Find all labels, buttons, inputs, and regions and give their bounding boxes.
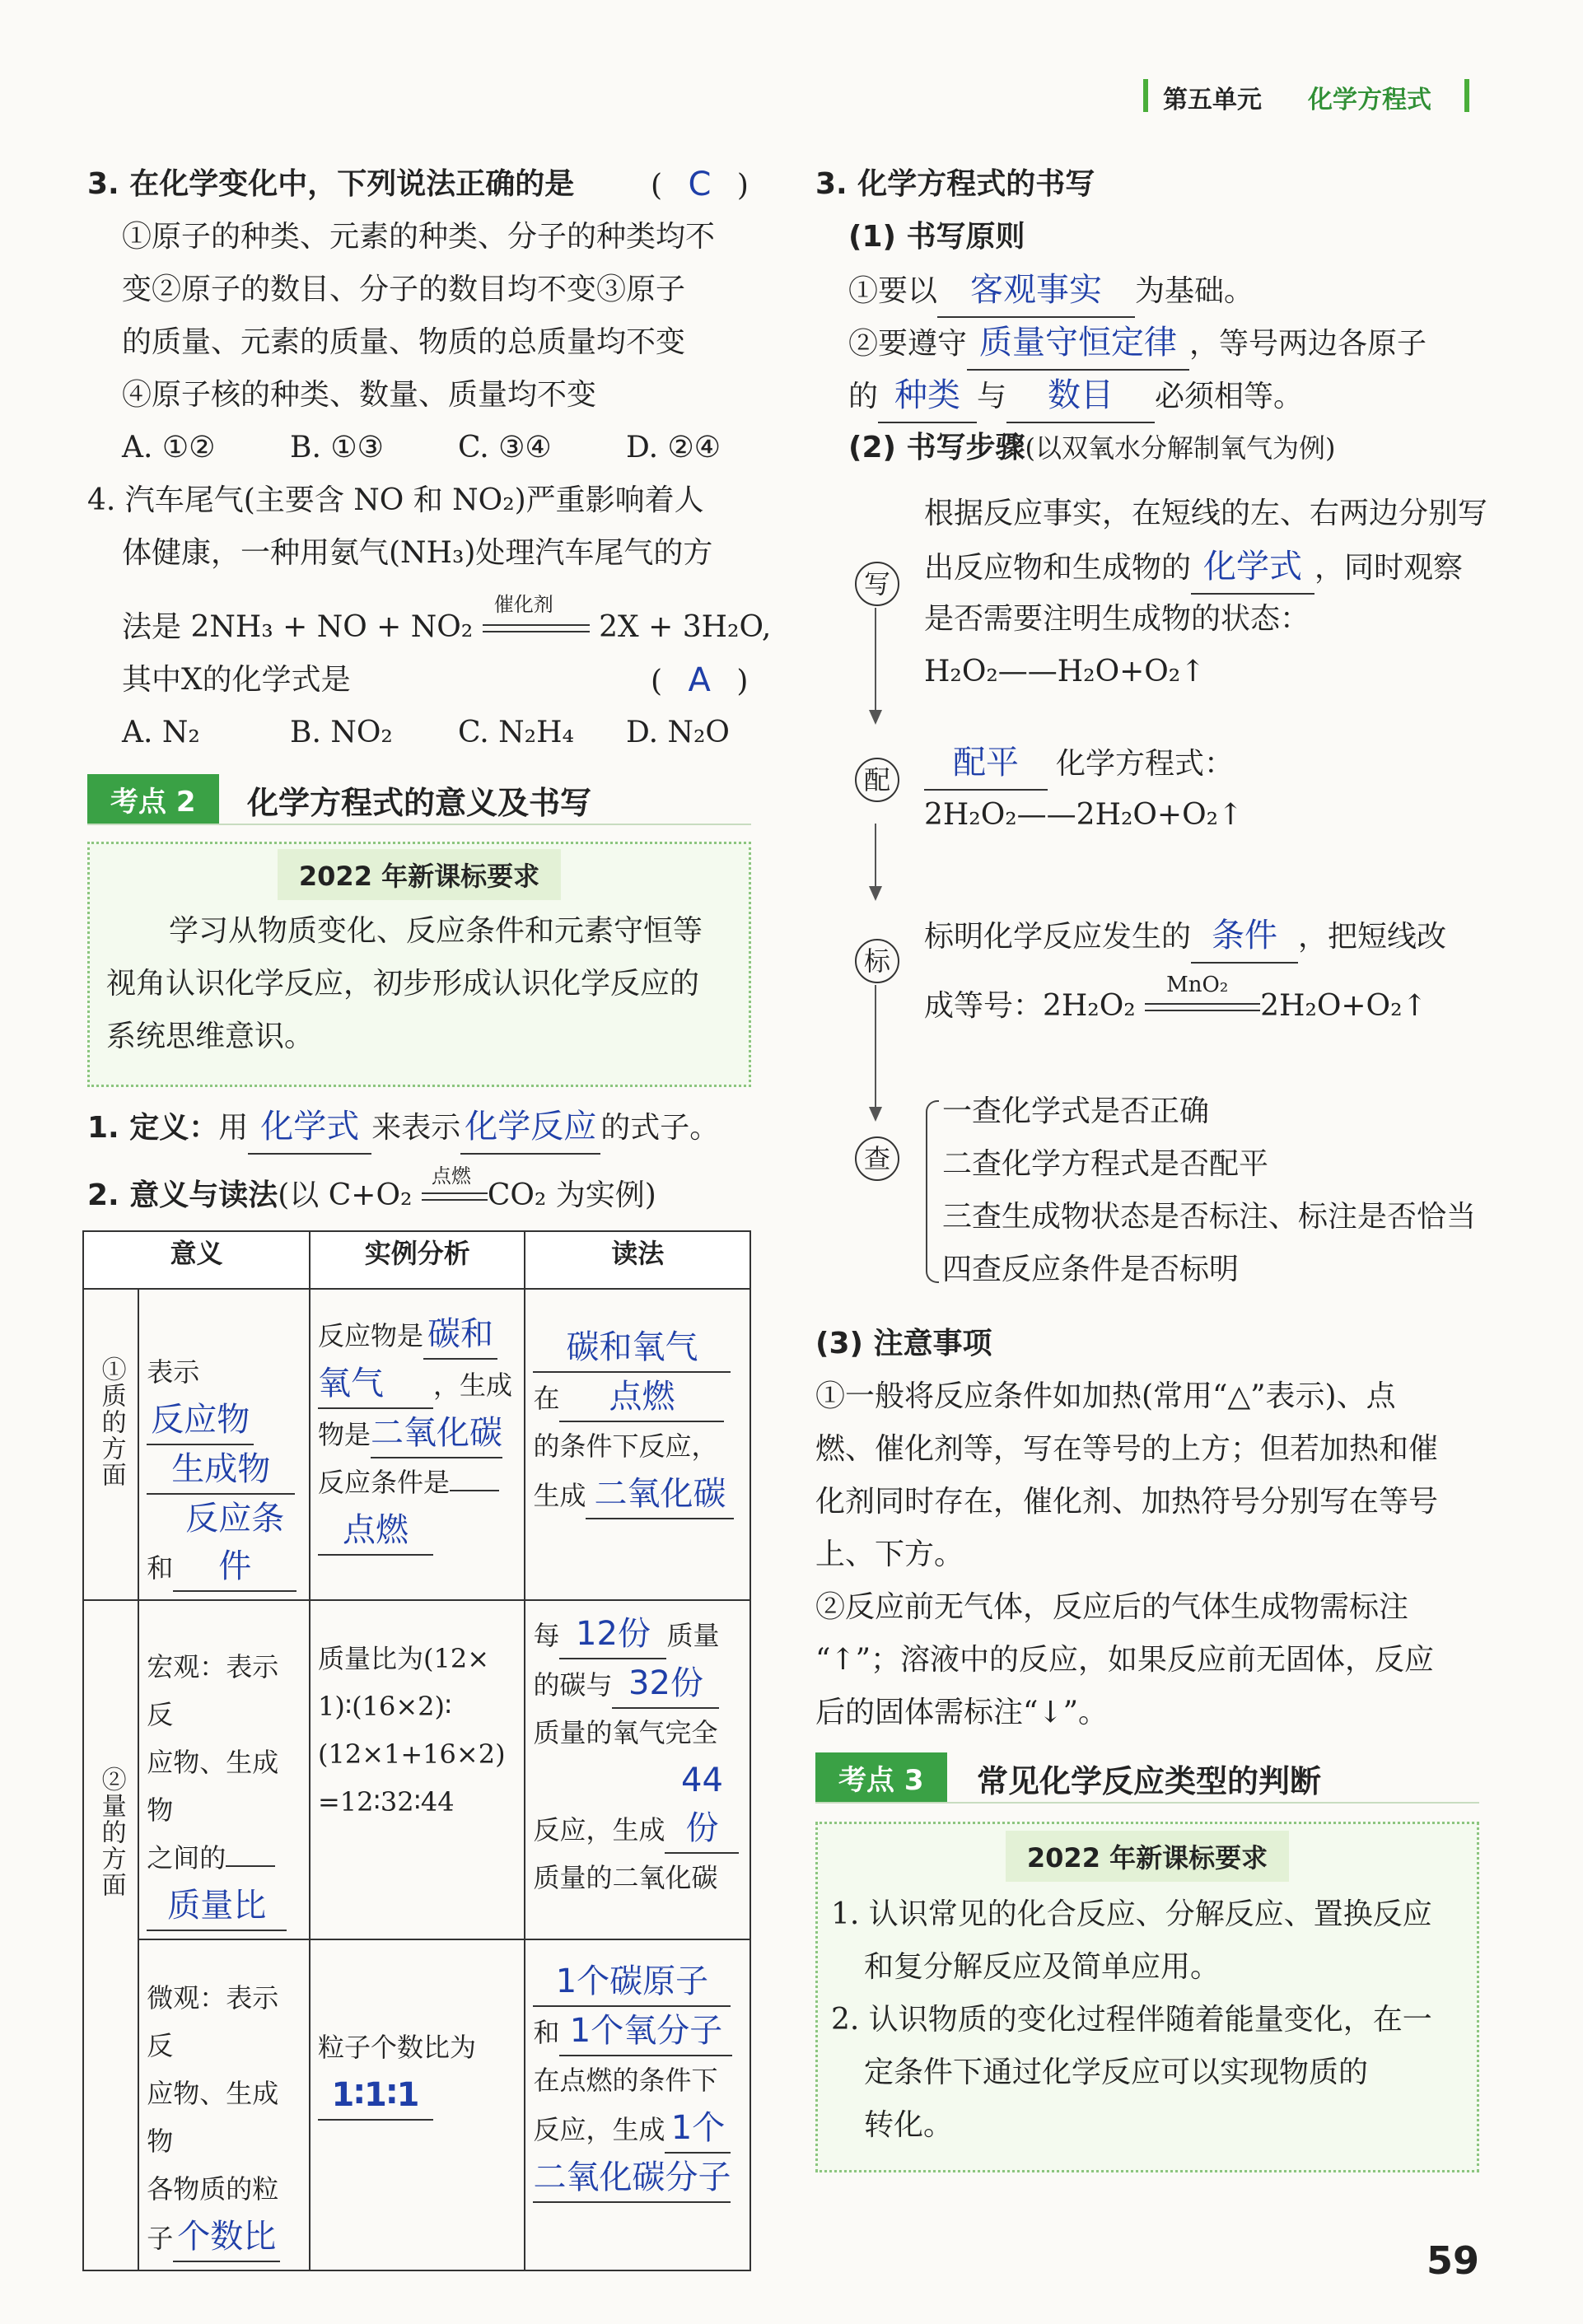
step-check-icon: 查 (855, 1136, 899, 1181)
balance-answer: 配平 (924, 736, 1048, 791)
principle-title: (1) 书写原则 (848, 220, 1025, 254)
kd3-req-line-3: 2. 认识物质的变化过程伴随着能量变化，在一 (831, 2003, 1432, 2037)
r1-reading-b: 的条件下反应， (533, 1430, 718, 1462)
q3-line-3: 的质量、元素的质量、物质的总质量均不变 (122, 325, 686, 359)
kd3-tag: 考点 3 (815, 1752, 947, 1803)
r2-reading-answer-1: 12份 (559, 1610, 666, 1659)
r2-reading-e: 反应，生成 (533, 1814, 665, 1846)
steps-note: (以双氧水分解制氧气为例) (1025, 432, 1336, 464)
r1-meaning-answer-1: 反应物 (147, 1396, 254, 1445)
r2-reading-cell (525, 1600, 750, 1939)
check-line-2: 二查化学方程式是否配平 (942, 1147, 1269, 1181)
r3-reading-a: 和 (533, 2017, 560, 2048)
write-line-4: H₂O₂——H₂O+O₂↑ (924, 655, 1206, 688)
r2-reading-f: 质量的二氧化碳 (533, 1862, 718, 1893)
step-balance-icon: 配 (855, 758, 899, 802)
definition-row (87, 1100, 719, 1155)
r1-meaning-a: 表示 (147, 1356, 200, 1388)
reading-label: 2. 意义与读法 (87, 1178, 278, 1212)
q3-stem-row (87, 158, 574, 211)
quality-label-cell (83, 1289, 138, 1600)
r3-reading-answer-1: 1个碳原子 (533, 1958, 731, 2007)
r2-example-line-3: (12×1+16×2) (317, 1738, 506, 1770)
unit-label: 第五单元 (1163, 86, 1262, 114)
quantity-label: ②量的方面 (96, 1766, 126, 1898)
reading-arrow (422, 1164, 488, 1212)
principle-row-3 (848, 369, 1303, 423)
principle-row-2 (848, 316, 1427, 371)
header-bar-right (1464, 79, 1469, 112)
r2-reading-answer-2: 32份 (612, 1659, 719, 1709)
flow-arrow-2 (869, 886, 882, 901)
mark-1a: 标明化学反应发生的 (924, 920, 1192, 954)
kd2-rule (87, 824, 751, 825)
definition-answer-1: 化学式 (248, 1100, 371, 1155)
principle-b: 为基础。 (1135, 274, 1254, 308)
q3-answer: C (688, 166, 712, 203)
kd3-req-line-5: 转化。 (864, 2108, 954, 2142)
q4-line-1: 4. 汽车尾气(主要含 NO 和 NO₂)严重影响着人 (87, 483, 704, 517)
r2-meaning-cell (138, 1600, 310, 1939)
r1-reading-c: 生成 (533, 1480, 586, 1511)
table-header-reading: 读法 (525, 1231, 750, 1289)
r1-reading-a: 在 (533, 1383, 560, 1414)
r2-meaning-answer: 质量比 (147, 1882, 287, 1931)
q4-option-b: B. NO₂ (290, 716, 393, 749)
kd2-title: 化学方程式的意义及书写 (247, 785, 592, 821)
r1-example-blank (450, 1465, 499, 1491)
check-line-1: 一查化学式是否正确 (942, 1094, 1210, 1128)
q4-eq-left: 法是 2NH₃ + NO + NO₂ (122, 610, 474, 644)
write-line-1: 根据反应事实，在短线的左、右两边分别写 (924, 497, 1488, 530)
r2-example-line-1: 质量比为(12× (317, 1643, 490, 1674)
definition-label: 1. 定义： (87, 1111, 219, 1145)
r2-meaning-line-1: 宏观：表示反 (147, 1651, 279, 1730)
r1-reading-cell (525, 1289, 750, 1600)
r1-meaning-cell (138, 1289, 310, 1600)
write-2b: ，同时观察 (1314, 551, 1464, 585)
kd3-title: 常见化学反应类型的判断 (977, 1763, 1322, 1799)
kd2-req-line-2: 视角认识化学反应，初步形成认识化学反应的 (106, 967, 700, 1001)
definition-text-a: 用 (218, 1111, 249, 1145)
q4-answer: A (688, 661, 711, 699)
flow-line-3 (875, 985, 876, 1112)
r1-meaning-answer-3: 反应条件 (173, 1495, 297, 1592)
r3-reading-cell (525, 1939, 750, 2270)
principle-answer-4: 数目 (1006, 369, 1155, 423)
mark-2a: 成等号：2H₂O₂ (924, 989, 1136, 1023)
kd3-req-line-1: 1. 认识常见的化合反应、分解反应、置换反应 (831, 1897, 1432, 1931)
r3-reading-answer-3: 1个 (665, 2104, 731, 2154)
q4-equation (122, 593, 772, 654)
steps-title-row (848, 422, 1335, 474)
reading-post: CO₂ 为实例) (487, 1178, 656, 1212)
mark-condition: MnO₂ (1166, 973, 1229, 997)
r1-example-answer-2: 氧气 (318, 1360, 433, 1409)
q3-option-a: A. ①② (122, 431, 216, 464)
step-write-icon: 写 (855, 562, 899, 606)
meaning-table (82, 1230, 751, 2271)
write-2a: 出反应物和生成物的 (924, 551, 1192, 585)
principle-c: ②要遵守 (848, 327, 968, 361)
q4-eq-condition: 催化剂 (493, 593, 553, 616)
header-bar-left (1143, 79, 1148, 112)
write-line-3: 是否需要注明生成物的状态： (924, 602, 1310, 636)
r2-meaning-line-3: 之间的 (147, 1842, 226, 1874)
kd3-req-title-wrap (818, 1831, 1477, 1882)
table-header-meaning: 意义 (83, 1231, 310, 1289)
flow-line-1 (875, 608, 876, 715)
write-line-2 (924, 540, 1463, 595)
r3-meaning-line-2: 应物、生成物 (147, 2078, 279, 2157)
r1-example-a: 反应物是 (317, 1320, 423, 1351)
q4-eq-right: 2X + 3H₂O, (599, 610, 772, 644)
r1-reading-answer-2: 点燃 (559, 1373, 724, 1422)
write-answer: 化学式 (1191, 540, 1314, 595)
r3-meaning-line-3: 各物质的粒 (147, 2173, 279, 2205)
page-number: 59 (1427, 2238, 1480, 2283)
q4-option-c: C. N₂H₄ (458, 716, 574, 749)
r3-reading-answer-4: 二氧化碳分子 (533, 2154, 731, 2203)
mark-line-2 (924, 973, 1427, 1033)
balance-line-1 (924, 736, 1234, 791)
notes-line-4: 上、下方。 (815, 1538, 964, 1571)
balance-text: 化学方程式： (1056, 747, 1235, 781)
r1-example-d: 反应条件是 (317, 1467, 450, 1498)
check-line-4: 四查反应条件是否标明 (942, 1253, 1240, 1286)
notes-title: (3) 注意事项 (815, 1327, 992, 1360)
q4-line-4: 其中X的化学式是 (122, 663, 351, 697)
principle-f: 与 (977, 380, 1007, 413)
r1-example-answer-4: 点燃 (318, 1506, 433, 1556)
check-line-3: 三查生成物状态是否标注、标注是否恰当 (942, 1200, 1477, 1234)
balance-line-2: 2H₂O₂——2H₂O+O₂↑ (924, 798, 1244, 832)
kd2-req-title: 2022 年新课标要求 (278, 849, 561, 900)
definition-text-c: 的式子。 (600, 1111, 720, 1145)
mark-1b: ，把短线改 (1298, 920, 1447, 954)
kd2-req-line-1: 学习从物质变化、反应条件和元素守恒等 (169, 914, 703, 948)
notes-line-3: 化剂同时存在，催化剂、加热符号分别写在等号 (815, 1485, 1439, 1519)
r2-example-line-4: =12∶32∶44 (317, 1786, 455, 1818)
mark-answer: 条件 (1191, 909, 1298, 964)
r2-meaning-line-2: 应物、生成物 (147, 1747, 279, 1826)
r3-example-line: 粒子个数比为 (317, 2032, 476, 2063)
notes-line-1: ①一般将反应条件如加热(常用“△”表示)、点 (815, 1379, 1396, 1413)
table-header-example: 实例分析 (310, 1231, 525, 1289)
principle-row-1 (848, 264, 1254, 318)
reading-pre: (以 C+O₂ (278, 1178, 413, 1212)
writing-title: 3. 化学方程式的书写 (815, 167, 1095, 201)
r2-reading-d: 质量的氧气完全 (533, 1717, 718, 1748)
q3-line-2: 变②原子的数目、分子的数目均不变③原子 (122, 273, 686, 306)
reading-equals (422, 1192, 488, 1201)
q4-line-2: 体健康，一种用氨气(NH₃)处理汽车尾气的方 (122, 536, 713, 570)
q4-answer-row: ( A ) (651, 661, 749, 699)
notes-line-5: ②反应前无气体，反应后的气体生成物需标注 (815, 1590, 1409, 1624)
r3-meaning-pre: 子 (147, 2223, 174, 2254)
q3-stem: 3. 在化学变化中，下列说法正确的是 (87, 167, 575, 201)
notes-line-6: “↑”；溶液中的反应，如果反应前无固体，反应 (815, 1643, 1434, 1677)
principle-e: 的 (848, 380, 879, 413)
principle-answer-3: 种类 (878, 369, 977, 423)
definition-answer-2: 化学反应 (460, 1100, 600, 1155)
topic-label: 化学方程式 (1308, 86, 1431, 114)
r3-reading-c: 反应，生成 (533, 2114, 665, 2145)
mark-arrow (1145, 973, 1260, 1023)
q4-option-d: D. N₂O (626, 716, 730, 749)
flow-line-2 (875, 824, 876, 889)
principle-g: 必须相等。 (1155, 380, 1304, 413)
flow-arrow-1 (869, 710, 882, 725)
reading-row (87, 1164, 656, 1222)
r3-reading-b: 在点燃的条件下 (533, 2065, 718, 2096)
r3-example-cell (310, 1939, 525, 2270)
kd3-rule (815, 1802, 1479, 1804)
q3-option-d: D. ②④ (626, 431, 721, 464)
r2-example-cell (310, 1600, 525, 1939)
step-mark-icon: 标 (855, 939, 899, 983)
quantity-label-cell (83, 1600, 138, 2270)
notes-line-7: 后的固体需标注“↓”。 (815, 1696, 1108, 1729)
r2-meaning-blank (226, 1841, 275, 1867)
q4-eq-equals (483, 624, 590, 632)
q3-answer-row: ( C ) (651, 166, 749, 203)
kd2-requirement-box (87, 842, 751, 1087)
r3-example-answer: 1∶1∶1 (318, 2071, 433, 2121)
mark-2b: 2H₂O+O₂↑ (1260, 989, 1427, 1023)
r1-example-b: ，生成 (432, 1370, 512, 1401)
kd2-tag: 考点 2 (87, 774, 219, 824)
r1-reading-answer-3: 二氧化碳 (586, 1470, 734, 1519)
r3-meaning-line-1: 微观：表示反 (147, 1982, 279, 2061)
definition-text-b: 来表示 (371, 1111, 461, 1145)
r2-reading-a: 每 (533, 1620, 560, 1651)
quality-label: ①质的方面 (96, 1356, 126, 1488)
r1-meaning-answer-2: 生成物 (147, 1445, 295, 1495)
kd3-req-title: 2022 年新课标要求 (1006, 1831, 1289, 1882)
principle-a: ①要以 (848, 274, 938, 308)
q4-eq-arrow (483, 593, 590, 644)
r1-example-answer-3: 二氧化碳 (371, 1409, 502, 1458)
r1-meaning-b: 和 (147, 1552, 174, 1584)
r3-reading-answer-2: 1个氧分子 (559, 2007, 732, 2056)
r1-reading-answer-1: 碳和氧气 (533, 1323, 731, 1373)
kd2-req-line-3: 系统思维意识。 (106, 1020, 315, 1053)
r3-meaning-cell (138, 1939, 310, 2270)
q4-option-a: A. N₂ (122, 716, 200, 749)
principle-d: ，等号两边各原子 (1189, 327, 1427, 361)
principle-answer-2: 质量守恒定律 (967, 316, 1189, 371)
q3-option-b: B. ①③ (290, 431, 384, 464)
kd2-req-title-wrap (90, 849, 749, 900)
steps-title: (2) 书写步骤 (848, 431, 1025, 464)
r2-reading-b: 质量 (666, 1620, 720, 1651)
r1-example-cell (310, 1289, 525, 1600)
kd3-req-line-4: 定条件下通过化学反应可以实现物质的 (864, 2056, 1369, 2089)
reading-condition: 点燃 (431, 1164, 471, 1188)
principle-answer-1: 客观事实 (937, 264, 1135, 318)
kd3-requirement-box (815, 1822, 1479, 2172)
mark-line-1 (924, 909, 1446, 964)
r2-reading-c: 的碳与 (533, 1669, 613, 1701)
r3-meaning-answer: 个数比 (173, 2213, 280, 2262)
mark-equals (1145, 1003, 1260, 1011)
r1-example-c: 物是 (317, 1419, 371, 1450)
check-brace (926, 1100, 939, 1283)
r1-example-answer-1: 碳和 (423, 1310, 497, 1360)
notes-line-2: 燃、催化剂等，写在等号的上方；但若加热和催 (815, 1432, 1439, 1466)
r2-reading-answer-3: 44份 (665, 1757, 739, 1854)
q3-line-4: ④原子核的种类、数量、质量均不变 (122, 378, 597, 412)
flow-arrow-3 (869, 1107, 882, 1122)
q3-line-1: ①原子的种类、元素的种类、分子的种类均不 (122, 220, 716, 254)
q3-option-c: C. ③④ (458, 431, 552, 464)
kd3-req-line-2: 和复分解反应及简单应用。 (864, 1950, 1221, 1984)
r2-example-line-2: 1)∶(16×2)∶ (317, 1691, 452, 1722)
